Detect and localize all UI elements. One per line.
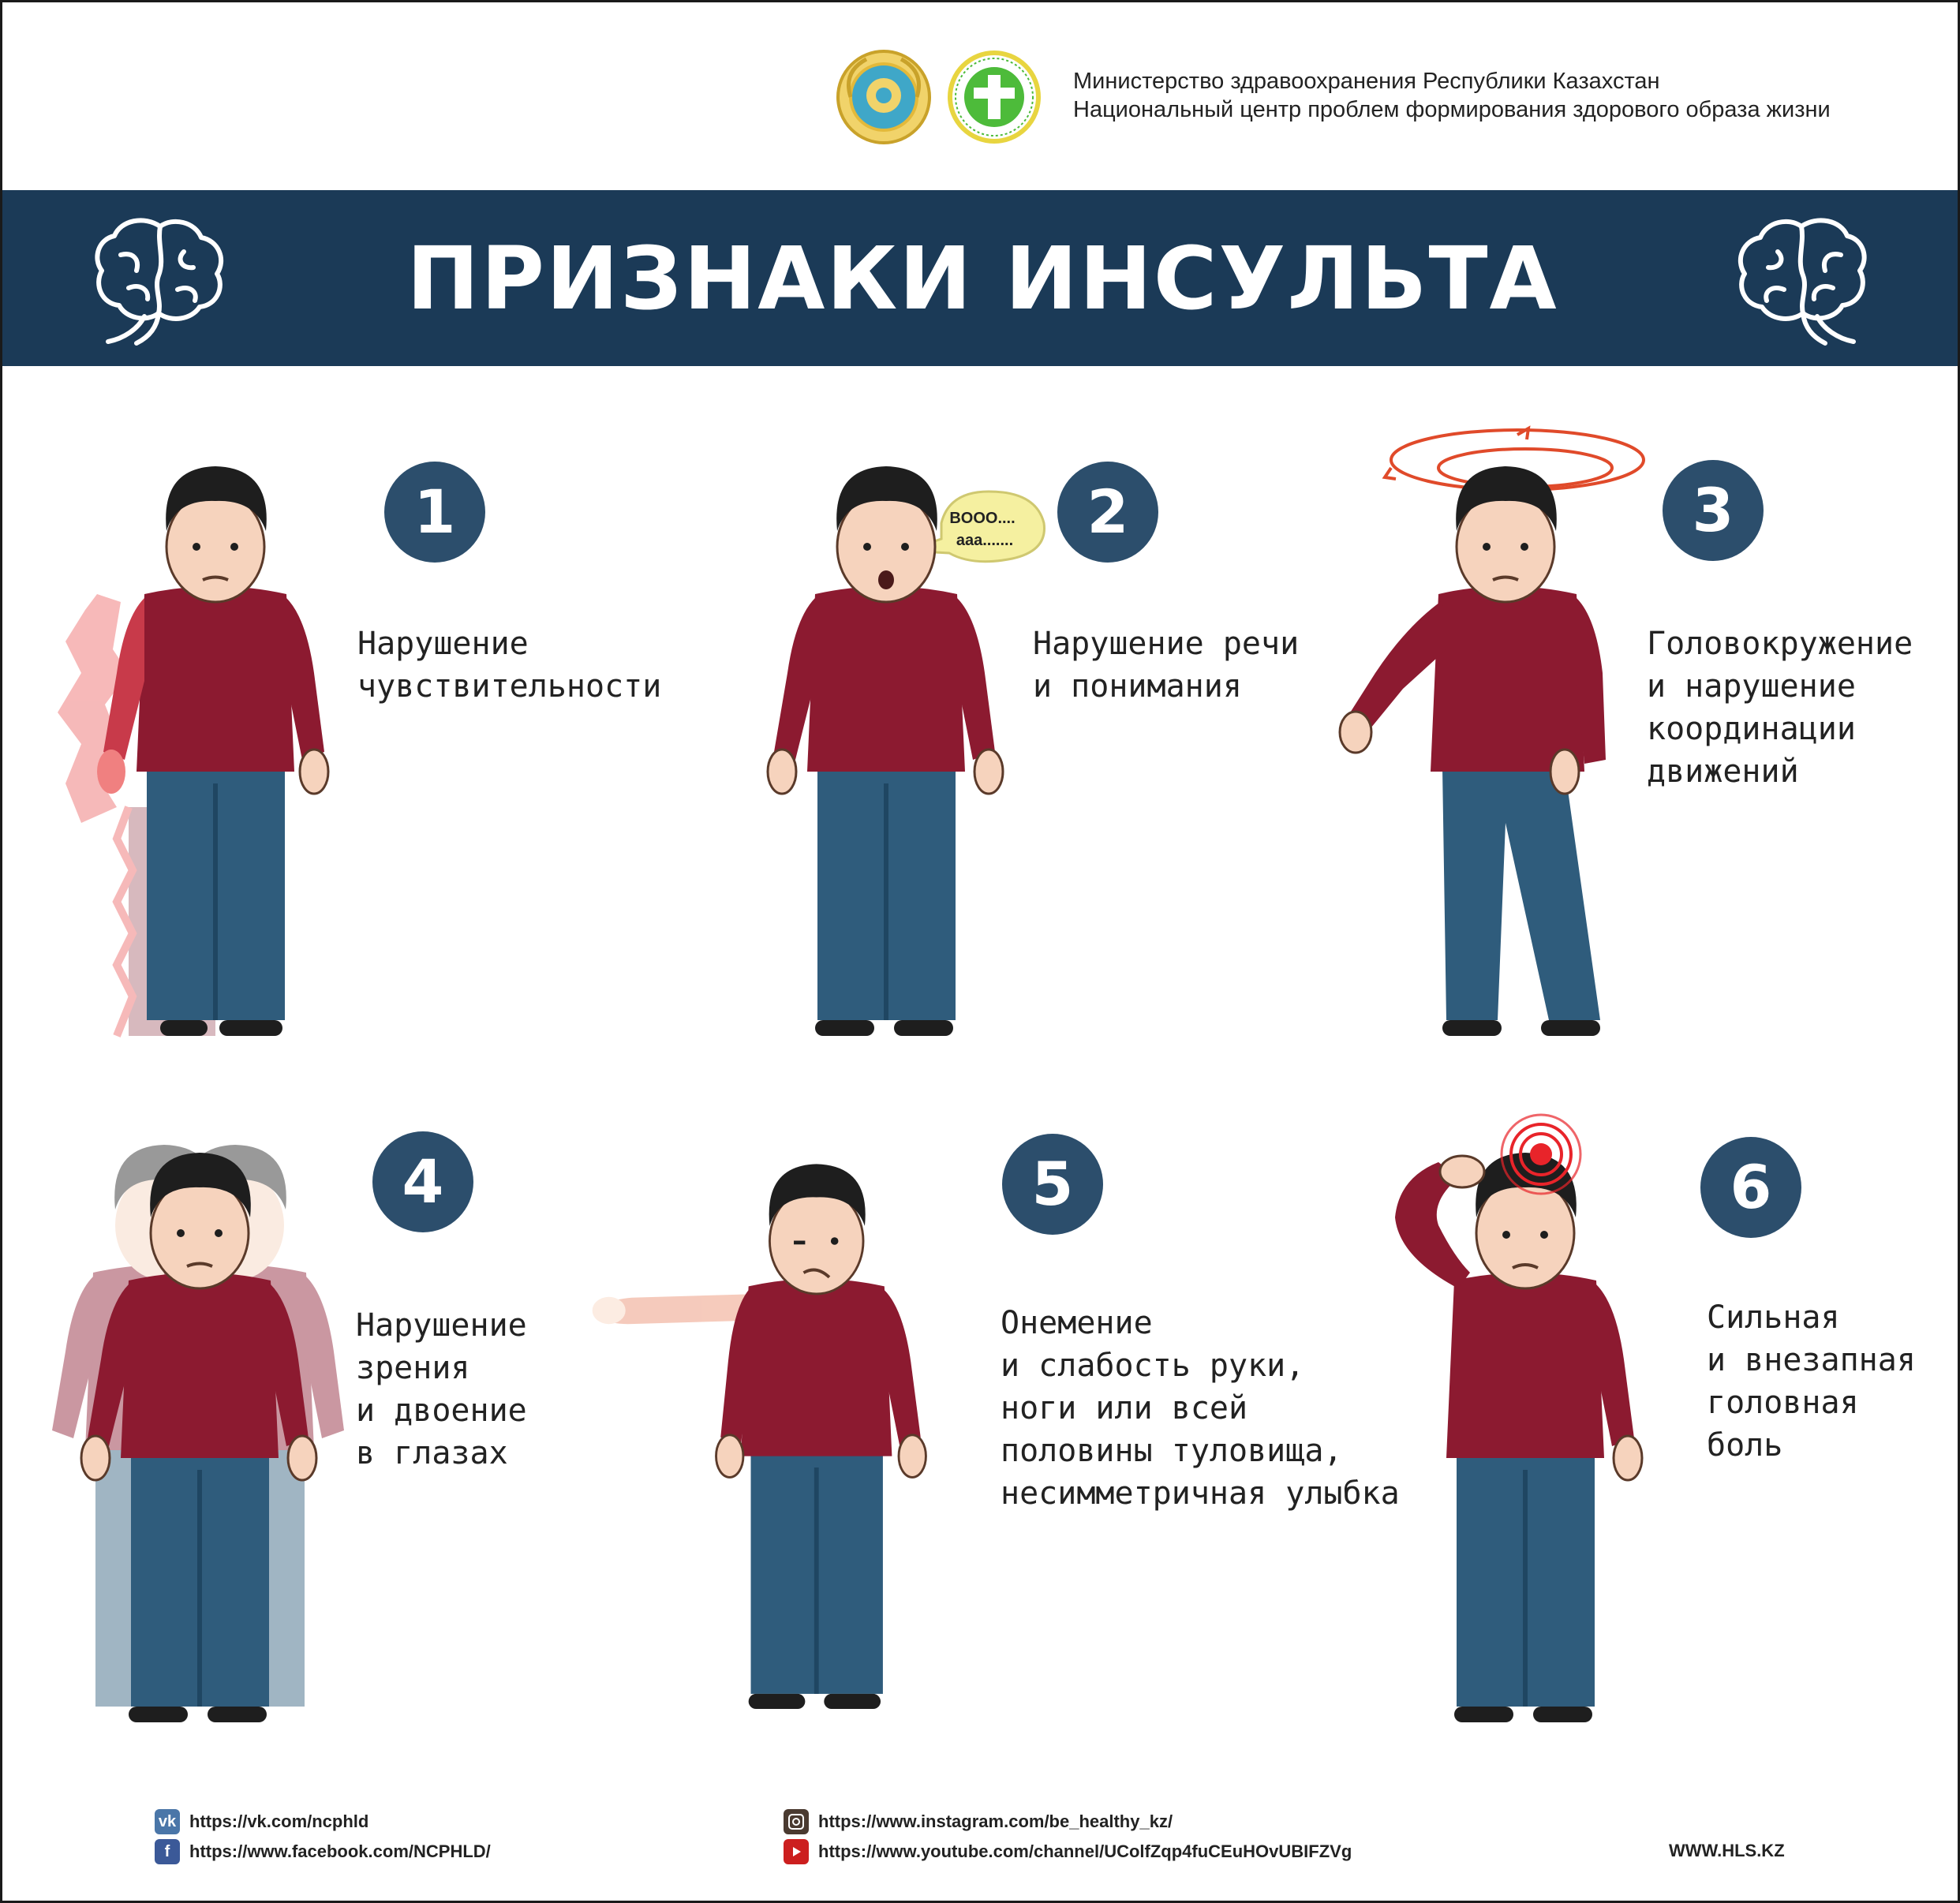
symptom-1-caption: Нарушение чувствительности: [357, 626, 662, 705]
figure-4-vision: [26, 1099, 373, 1730]
vk-link[interactable]: vk https://vk.com/ncphld: [155, 1809, 368, 1834]
youtube-link[interactable]: https://www.youtube.com/channel/UColfZqp4fuCEuHOvUBIFZVg: [784, 1839, 1352, 1864]
page-title: ПРИЗНАКИ ИНСУЛЬТА: [406, 228, 1558, 329]
symptom-2-caption: Нарушение речи и понимания: [1033, 626, 1300, 705]
symptom-5-caption: Онемение и слабость руки, ноги или всей половины туловища, несимметричная улыбка: [1001, 1305, 1400, 1512]
symptom-6-caption: Сильная и внезапная головная боль: [1707, 1299, 1916, 1464]
instagram-icon: [784, 1809, 809, 1834]
youtube-icon: [784, 1839, 809, 1864]
figure-5-numbness: [586, 1099, 933, 1730]
facebook-icon: f: [155, 1839, 180, 1864]
ministry-text: [1073, 67, 1831, 124]
site-link[interactable]: WWW.HLS.KZ: [1669, 1841, 1785, 1860]
symptom-1-number: 1: [384, 462, 485, 563]
figure-2-speech: [713, 413, 1060, 1044]
center-name: Национальный центр проблем формирования здорового образа жизни: [1073, 97, 1831, 122]
header-logos: [835, 48, 1042, 146]
symptom-5-number: 5: [1002, 1134, 1103, 1235]
symptom-2-number: 2: [1057, 462, 1158, 563]
kazakhstan-emblem-icon: [838, 51, 930, 143]
brain-icon: [1730, 212, 1872, 346]
title-banner: [2, 190, 1960, 366]
speech-bubble-text-2: aaa.......: [956, 532, 1014, 549]
symptom-3-caption: Головокружение и нарушение координации движений: [1647, 626, 1913, 790]
person-body: [716, 1164, 926, 1709]
figure-1-sensitivity: [42, 413, 389, 1044]
numb-arm-ghost: [593, 1294, 760, 1324]
symptom-6-number: 6: [1700, 1137, 1801, 1238]
instagram-link[interactable]: https://www.instagram.com/be_healthy_kz/: [784, 1809, 1173, 1834]
figure-6-headache: [1352, 1099, 1699, 1730]
symptom-3-number: 3: [1663, 460, 1764, 561]
facebook-link[interactable]: f https://www.facebook.com/NCPHLD/: [155, 1839, 491, 1864]
speech-bubble-text-1: BOOO....: [949, 510, 1016, 527]
ministry-name: Министерство здравоохранения Республики Казахстан: [1073, 69, 1660, 94]
ncphld-logo-icon: [950, 53, 1038, 141]
person-body: [1395, 1153, 1642, 1722]
symptom-4-number: 4: [372, 1131, 473, 1232]
symptom-4-caption: Нарушение зрения и двоение в глазах: [356, 1307, 527, 1471]
person-body: [1340, 466, 1606, 1036]
figure-3-dizziness: [1328, 413, 1675, 1044]
vk-icon: vk: [155, 1809, 180, 1834]
